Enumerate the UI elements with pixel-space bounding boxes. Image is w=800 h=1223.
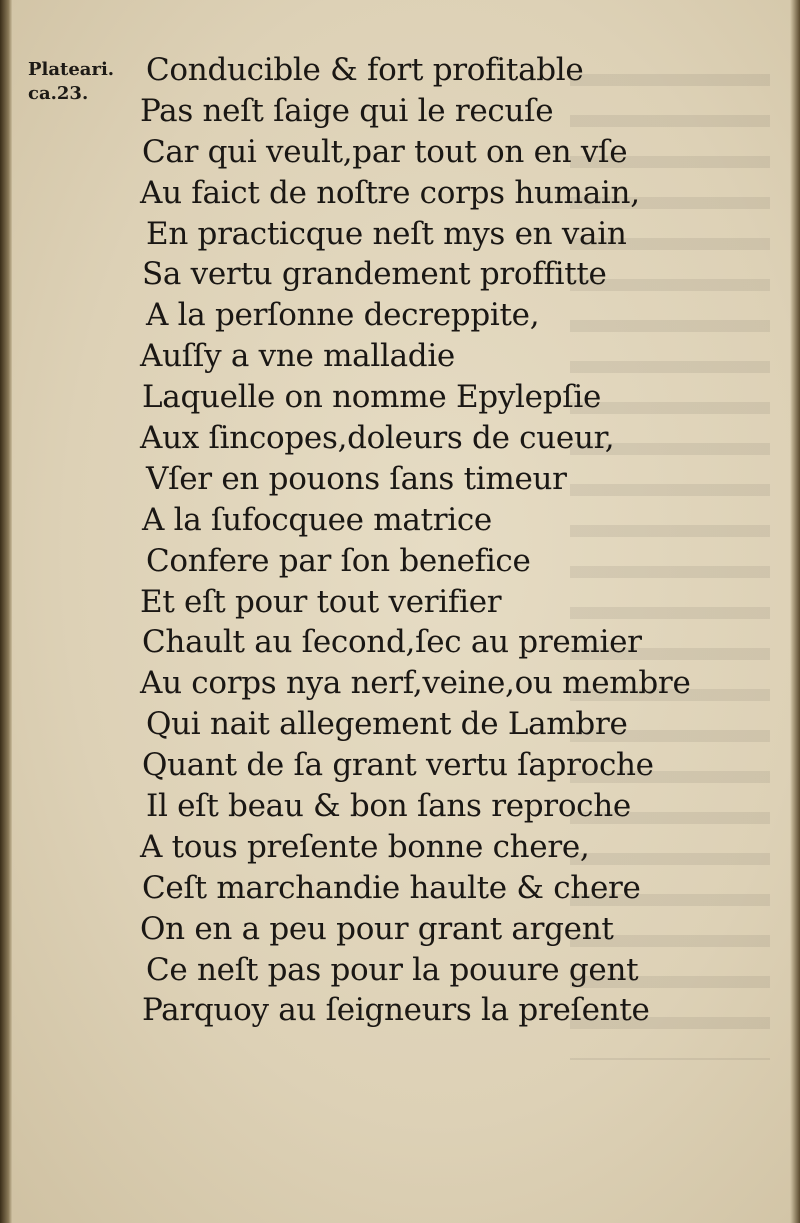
verse-line: Sa vertu grandement proffitte [142, 256, 607, 293]
verse-line: Car qui veult,par tout on en vſe [142, 133, 628, 170]
verse-line: Ceſt marchandie haulte & chere [142, 869, 641, 906]
verse-line: Qui nait allegement de Lambre [146, 706, 628, 743]
verse-line: Aux ſincopes,doleurs de cueur, [140, 420, 615, 457]
verse-line: Laquelle on nomme Epylepſie [142, 379, 602, 416]
marginal-citation-line-2: ca.23. [28, 83, 89, 104]
verse-line: Au faict de noſtre corps humain, [140, 174, 640, 211]
verse-line: A la ſufocquee matrice [142, 501, 492, 538]
page-binding-edge [0, 0, 12, 1223]
verse-line: A tous preſente bonne chere, [140, 828, 590, 865]
verse-line: On en a peu pour grant argent [140, 910, 614, 947]
verse-line: Chault au ſecond,ſec au premier [142, 624, 642, 661]
verse-line: Pas neſt ſaige qui le recuſe [140, 92, 554, 129]
verse-line: Et eſt pour tout verifier [140, 583, 502, 620]
verse-line: Au corps nya nerf,veine,ou membre [140, 665, 691, 702]
page-fore-edge [790, 0, 800, 1223]
verse-line: Vſer en pouons ſans timeur [146, 460, 567, 497]
verse-line: Conducible & fort profitable [146, 52, 584, 88]
verse-line: A la perſonne decreppite, [146, 297, 540, 334]
verse-block [140, 50, 760, 1031]
verse-line: Parquoy au ſeigneurs la preſente [142, 992, 650, 1029]
verse-line: Ce neſt pas pour la pouure gent [146, 951, 639, 988]
verse-line: Confere par ſon benefice [146, 542, 531, 579]
verse-line: Il eſt beau & bon ſans reproche [146, 788, 631, 825]
marginal-citation [28, 58, 114, 106]
verse-line: Quant de ſa grant vertu ſaproche [142, 747, 654, 784]
marginal-citation-line-1: Plateari. [28, 59, 115, 80]
verse-line: Auſſy a vne malladie [140, 338, 455, 375]
verse-line: En practicque neſt mys en vain [146, 215, 627, 252]
